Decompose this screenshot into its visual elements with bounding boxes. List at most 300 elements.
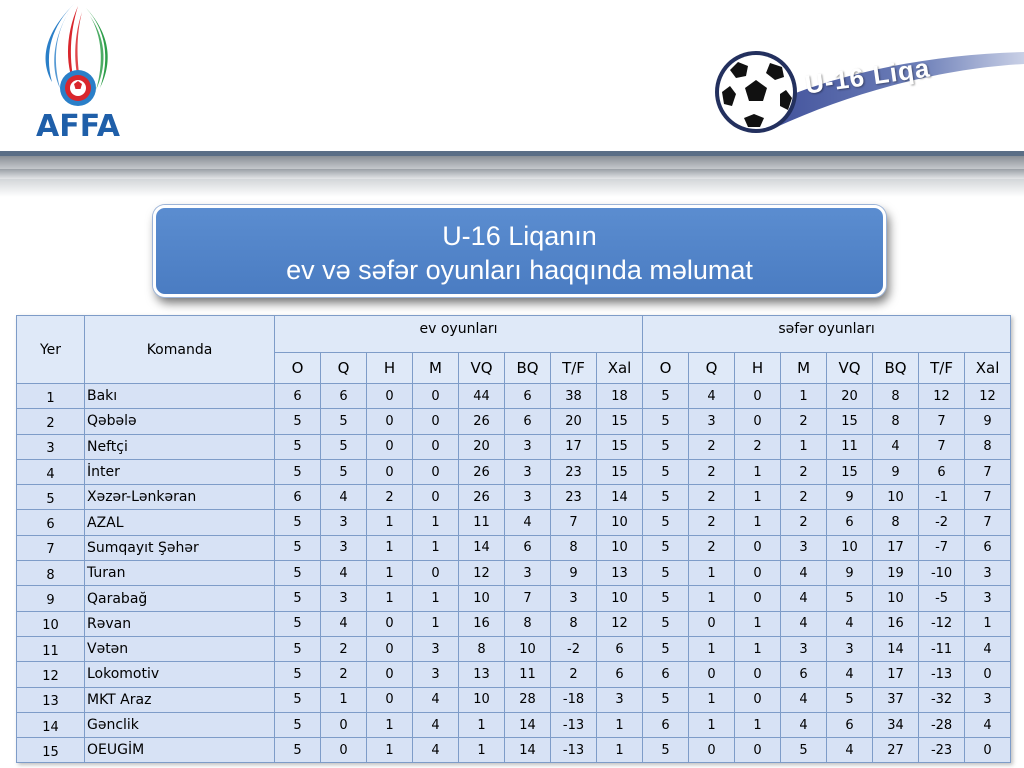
away-stat-cell: 4: [781, 687, 827, 712]
table-row: [17, 561, 1011, 586]
rank-cell: 6: [17, 510, 85, 535]
away-stat-cell: 1: [965, 611, 1011, 636]
home-stat-cell: 6: [275, 384, 321, 409]
rank-cell: 5: [17, 485, 85, 510]
away-stat-cell: 2: [781, 485, 827, 510]
away-stat-cell: 4: [781, 712, 827, 737]
home-stat-cell: 7: [551, 510, 597, 535]
home-stat-cell: 26: [459, 459, 505, 484]
home-stat-cell: 1: [367, 510, 413, 535]
home-stat-cell: 1: [367, 561, 413, 586]
table-row: [17, 636, 1011, 661]
away-stat-cell: 4: [781, 561, 827, 586]
home-stat-cell: 10: [597, 510, 643, 535]
table-row: [17, 712, 1011, 737]
home-stat-cell: 4: [413, 712, 459, 737]
away-stat-cell: -32: [919, 687, 965, 712]
away-stat-cell: 34: [873, 712, 919, 737]
away-stat-cell: 0: [735, 687, 781, 712]
home-stat-cell: 10: [597, 586, 643, 611]
rank-cell: 4: [17, 459, 85, 484]
home-stat-cell: -13: [551, 738, 597, 763]
home-stat-cell: 0: [321, 738, 367, 763]
table-row: [17, 738, 1011, 763]
home-stat-header: Xal: [597, 353, 643, 384]
rank-cell: 15: [17, 738, 85, 763]
rank-cell: 7: [17, 535, 85, 560]
away-stat-cell: 2: [689, 434, 735, 459]
home-stat-cell: 6: [505, 535, 551, 560]
table-row: [17, 611, 1011, 636]
away-stat-cell: 19: [873, 561, 919, 586]
team-cell: Sumqayıt Şəhər: [85, 535, 275, 560]
away-stat-cell: 1: [735, 611, 781, 636]
away-stat-cell: 8: [965, 434, 1011, 459]
home-stat-cell: 0: [321, 712, 367, 737]
home-stat-cell: 8: [551, 535, 597, 560]
table-row: [17, 409, 1011, 434]
home-stat-cell: 4: [321, 561, 367, 586]
home-stat-header: M: [413, 353, 459, 384]
table-row: [17, 384, 1011, 409]
away-stat-cell: 3: [827, 636, 873, 661]
away-stat-cell: 0: [735, 738, 781, 763]
away-stat-cell: 27: [873, 738, 919, 763]
home-stat-cell: 4: [413, 687, 459, 712]
away-stat-cell: 0: [735, 662, 781, 687]
rank-column-header: Yer: [17, 316, 85, 384]
team-cell: Qəbələ: [85, 409, 275, 434]
home-stat-cell: 5: [321, 459, 367, 484]
home-stat-cell: 5: [275, 586, 321, 611]
home-stat-cell: 2: [321, 662, 367, 687]
home-stat-header: O: [275, 353, 321, 384]
away-stat-cell: 4: [781, 586, 827, 611]
header-divider-shade: [0, 169, 1024, 179]
home-stat-cell: 5: [275, 434, 321, 459]
away-stat-cell: 7: [965, 485, 1011, 510]
away-stat-cell: 3: [965, 687, 1011, 712]
home-stat-cell: 26: [459, 409, 505, 434]
away-stat-cell: 5: [643, 409, 689, 434]
away-stat-header: M: [781, 353, 827, 384]
home-stat-cell: -18: [551, 687, 597, 712]
home-stat-cell: 0: [367, 384, 413, 409]
away-stat-cell: 12: [919, 384, 965, 409]
home-stat-cell: 12: [597, 611, 643, 636]
away-stat-cell: 5: [643, 611, 689, 636]
home-stat-cell: 14: [597, 485, 643, 510]
away-stat-cell: 9: [827, 485, 873, 510]
home-stat-cell: 38: [551, 384, 597, 409]
away-stat-cell: 5: [643, 535, 689, 560]
home-stat-cell: 5: [275, 409, 321, 434]
home-stat-cell: 5: [321, 434, 367, 459]
home-stat-cell: 44: [459, 384, 505, 409]
home-stat-cell: 0: [367, 611, 413, 636]
away-stat-cell: 0: [735, 535, 781, 560]
home-stat-cell: 0: [413, 485, 459, 510]
rank-cell: 14: [17, 712, 85, 737]
home-stat-cell: 0: [413, 459, 459, 484]
home-stat-cell: 3: [321, 510, 367, 535]
away-stat-cell: 3: [781, 535, 827, 560]
away-stat-cell: 1: [689, 561, 735, 586]
home-stat-cell: 0: [367, 459, 413, 484]
header-divider-shade: [0, 156, 1024, 169]
home-stat-cell: 4: [321, 485, 367, 510]
away-stat-cell: 5: [643, 687, 689, 712]
away-stat-cell: -10: [919, 561, 965, 586]
away-stat-header: BQ: [873, 353, 919, 384]
header-divider-fade: [0, 179, 1024, 197]
home-stat-cell: 2: [551, 662, 597, 687]
away-stat-cell: 6: [643, 662, 689, 687]
home-stat-cell: 6: [505, 384, 551, 409]
away-stat-cell: 1: [781, 434, 827, 459]
away-stat-cell: 1: [689, 586, 735, 611]
affa-logo-text: AFFA: [36, 109, 120, 144]
away-stat-cell: 3: [965, 586, 1011, 611]
away-stat-cell: 10: [873, 586, 919, 611]
away-stat-cell: 17: [873, 535, 919, 560]
home-stat-cell: 5: [275, 636, 321, 661]
team-cell: İnter: [85, 459, 275, 484]
table-row: [17, 485, 1011, 510]
home-stat-cell: 14: [505, 738, 551, 763]
away-stat-cell: 6: [827, 510, 873, 535]
away-stat-cell: 0: [965, 738, 1011, 763]
away-stat-cell: 6: [965, 535, 1011, 560]
home-stat-cell: 10: [459, 687, 505, 712]
team-cell: Neftçi: [85, 434, 275, 459]
away-stat-cell: 4: [781, 611, 827, 636]
home-stat-cell: 1: [321, 687, 367, 712]
affa-flame-emblem: [30, 2, 126, 110]
away-stat-cell: 4: [689, 384, 735, 409]
home-stat-cell: 5: [275, 662, 321, 687]
away-stat-cell: 0: [735, 561, 781, 586]
away-stat-cell: 17: [873, 662, 919, 687]
away-stat-cell: 2: [781, 510, 827, 535]
away-stat-cell: 15: [827, 409, 873, 434]
home-stat-cell: 1: [367, 586, 413, 611]
home-stat-cell: 0: [413, 434, 459, 459]
away-stat-cell: 7: [919, 434, 965, 459]
home-stat-cell: 3: [413, 636, 459, 661]
home-stat-cell: 1: [413, 535, 459, 560]
home-stat-cell: 1: [459, 738, 505, 763]
table-row: [17, 662, 1011, 687]
home-stat-cell: 23: [551, 485, 597, 510]
home-stat-cell: -2: [551, 636, 597, 661]
away-stat-cell: 5: [827, 687, 873, 712]
home-stat-cell: 20: [459, 434, 505, 459]
home-stat-cell: 6: [321, 384, 367, 409]
standings-table: [16, 315, 1011, 763]
away-stat-cell: 8: [873, 384, 919, 409]
team-cell: Xəzər-Lənkəran: [85, 485, 275, 510]
away-stat-cell: 7: [965, 459, 1011, 484]
rank-cell: 8: [17, 561, 85, 586]
rank-cell: 12: [17, 662, 85, 687]
away-stat-header: O: [643, 353, 689, 384]
away-stat-cell: 6: [919, 459, 965, 484]
home-stat-cell: 5: [321, 409, 367, 434]
home-stat-cell: 9: [551, 561, 597, 586]
team-cell: Gənclik: [85, 712, 275, 737]
away-stat-cell: -23: [919, 738, 965, 763]
table-row: [17, 434, 1011, 459]
away-stat-header: VQ: [827, 353, 873, 384]
home-stat-cell: 14: [459, 535, 505, 560]
away-stat-cell: 9: [873, 459, 919, 484]
home-stat-cell: 23: [551, 459, 597, 484]
home-stat-cell: 1: [413, 611, 459, 636]
table-row: [17, 586, 1011, 611]
team-cell: OEUGİM: [85, 738, 275, 763]
page-title-box: [153, 205, 886, 297]
away-stat-cell: 2: [689, 510, 735, 535]
league-name: U-16 Liqa: [803, 52, 932, 100]
away-stat-cell: 0: [735, 586, 781, 611]
away-stat-cell: 2: [781, 409, 827, 434]
away-games-header: səfər oyunları: [643, 316, 1011, 353]
rank-cell: 13: [17, 687, 85, 712]
home-stat-cell: 8: [551, 611, 597, 636]
away-stat-cell: 8: [873, 409, 919, 434]
home-stat-cell: 12: [459, 561, 505, 586]
away-stat-cell: 9: [965, 409, 1011, 434]
home-stat-cell: 0: [367, 636, 413, 661]
home-stat-cell: 5: [275, 510, 321, 535]
home-stat-cell: 1: [367, 535, 413, 560]
away-stat-cell: 4: [965, 636, 1011, 661]
home-stat-cell: 5: [275, 712, 321, 737]
away-stat-cell: 4: [827, 662, 873, 687]
table-row: [17, 459, 1011, 484]
away-stat-cell: 7: [965, 510, 1011, 535]
away-stat-cell: 16: [873, 611, 919, 636]
home-stat-cell: 0: [413, 409, 459, 434]
away-stat-cell: 5: [643, 561, 689, 586]
away-stat-cell: 5: [643, 510, 689, 535]
away-stat-cell: 9: [827, 561, 873, 586]
away-stat-header: Xal: [965, 353, 1011, 384]
home-stat-cell: 4: [413, 738, 459, 763]
home-stat-cell: 7: [505, 586, 551, 611]
home-stat-cell: 10: [459, 586, 505, 611]
home-stat-header: BQ: [505, 353, 551, 384]
rank-cell: 3: [17, 434, 85, 459]
away-stat-cell: 4: [827, 611, 873, 636]
away-stat-cell: 2: [689, 535, 735, 560]
home-stat-cell: 15: [597, 409, 643, 434]
away-stat-cell: 3: [781, 636, 827, 661]
team-cell: Qarabağ: [85, 586, 275, 611]
home-stat-cell: 0: [367, 687, 413, 712]
home-stat-cell: 4: [321, 611, 367, 636]
away-stat-cell: 15: [827, 459, 873, 484]
home-stat-cell: 5: [275, 459, 321, 484]
home-stat-cell: 20: [551, 409, 597, 434]
home-stat-cell: 5: [275, 535, 321, 560]
away-stat-header: H: [735, 353, 781, 384]
table-row: [17, 687, 1011, 712]
away-stat-cell: 1: [735, 712, 781, 737]
table-header: [17, 316, 1011, 384]
away-stat-cell: 1: [735, 459, 781, 484]
team-cell: Rəvan: [85, 611, 275, 636]
away-stat-cell: 1: [735, 485, 781, 510]
home-stat-cell: 5: [275, 687, 321, 712]
away-stat-cell: 5: [643, 434, 689, 459]
team-cell: MKT Araz: [85, 687, 275, 712]
home-stat-cell: 8: [505, 611, 551, 636]
home-stat-cell: 13: [597, 561, 643, 586]
home-stat-cell: 16: [459, 611, 505, 636]
home-stat-cell: 17: [551, 434, 597, 459]
team-cell: Turan: [85, 561, 275, 586]
away-stat-cell: 37: [873, 687, 919, 712]
home-stat-cell: 2: [321, 636, 367, 661]
home-stat-cell: 1: [597, 712, 643, 737]
team-cell: Bakı: [85, 384, 275, 409]
away-stat-cell: -28: [919, 712, 965, 737]
away-stat-cell: 2: [689, 459, 735, 484]
table-row: [17, 535, 1011, 560]
home-stat-cell: 3: [551, 586, 597, 611]
team-cell: Lokomotiv: [85, 662, 275, 687]
home-games-header: ev oyunları: [275, 316, 643, 353]
table-body: [17, 384, 1011, 763]
home-stat-cell: 0: [413, 384, 459, 409]
away-stat-cell: 6: [827, 712, 873, 737]
home-stat-cell: 5: [275, 738, 321, 763]
home-stat-cell: 1: [367, 712, 413, 737]
home-stat-cell: 3: [505, 459, 551, 484]
home-stat-cell: 0: [367, 434, 413, 459]
away-stat-cell: 5: [643, 384, 689, 409]
away-stat-cell: 14: [873, 636, 919, 661]
away-stat-cell: 10: [873, 485, 919, 510]
away-stat-cell: 0: [689, 662, 735, 687]
away-stat-cell: 0: [689, 611, 735, 636]
home-stat-cell: 14: [505, 712, 551, 737]
home-stat-cell: 1: [413, 586, 459, 611]
away-stat-cell: 8: [873, 510, 919, 535]
home-stat-cell: 6: [597, 662, 643, 687]
away-stat-cell: 0: [689, 738, 735, 763]
team-cell: Vətən: [85, 636, 275, 661]
home-stat-cell: 4: [505, 510, 551, 535]
rank-cell: 2: [17, 409, 85, 434]
home-stat-cell: 28: [505, 687, 551, 712]
football-icon: [715, 51, 797, 133]
table-row: [17, 510, 1011, 535]
home-stat-header: VQ: [459, 353, 505, 384]
away-stat-cell: 5: [827, 586, 873, 611]
team-cell: AZAL: [85, 510, 275, 535]
page-subtitle: ev və səfər oyunları haqqında məlumat: [286, 255, 753, 285]
away-stat-cell: 12: [965, 384, 1011, 409]
home-stat-cell: 3: [597, 687, 643, 712]
affa-logo: [30, 2, 126, 146]
home-stat-header: H: [367, 353, 413, 384]
away-stat-cell: 1: [689, 687, 735, 712]
home-stat-cell: 3: [505, 561, 551, 586]
away-stat-cell: 10: [827, 535, 873, 560]
home-stat-cell: 15: [597, 434, 643, 459]
away-stat-cell: 4: [873, 434, 919, 459]
home-stat-cell: 5: [275, 561, 321, 586]
home-stat-cell: 3: [321, 535, 367, 560]
home-stat-cell: 0: [367, 662, 413, 687]
away-stat-cell: 1: [735, 510, 781, 535]
away-stat-header: T/F: [919, 353, 965, 384]
away-stat-cell: 1: [689, 712, 735, 737]
away-stat-cell: 2: [689, 485, 735, 510]
home-stat-cell: 6: [505, 409, 551, 434]
away-stat-cell: 0: [735, 409, 781, 434]
away-stat-cell: 11: [827, 434, 873, 459]
away-stat-cell: -12: [919, 611, 965, 636]
away-stat-cell: 3: [965, 561, 1011, 586]
page-title: U-16 Liqanın: [442, 221, 597, 251]
away-stat-cell: 4: [965, 712, 1011, 737]
away-stat-header: Q: [689, 353, 735, 384]
away-stat-cell: 6: [781, 662, 827, 687]
home-stat-cell: 11: [459, 510, 505, 535]
away-stat-cell: 5: [643, 738, 689, 763]
away-stat-cell: -5: [919, 586, 965, 611]
home-stat-cell: 5: [275, 611, 321, 636]
away-stat-cell: -11: [919, 636, 965, 661]
away-stat-cell: -1: [919, 485, 965, 510]
home-stat-cell: 0: [413, 561, 459, 586]
home-stat-cell: 10: [597, 535, 643, 560]
away-stat-cell: -13: [919, 662, 965, 687]
away-stat-cell: 4: [827, 738, 873, 763]
home-stat-cell: 13: [459, 662, 505, 687]
team-column-header: Komanda: [85, 316, 275, 384]
away-stat-cell: 5: [643, 485, 689, 510]
away-stat-cell: 1: [735, 636, 781, 661]
home-stat-cell: 10: [505, 636, 551, 661]
home-stat-cell: 3: [321, 586, 367, 611]
away-stat-cell: 3: [689, 409, 735, 434]
home-stat-cell: 3: [505, 485, 551, 510]
away-stat-cell: 20: [827, 384, 873, 409]
away-stat-cell: 0: [735, 384, 781, 409]
rank-cell: 9: [17, 586, 85, 611]
home-stat-cell: 6: [597, 636, 643, 661]
home-stat-header: Q: [321, 353, 367, 384]
away-stat-cell: 5: [643, 459, 689, 484]
rank-cell: 1: [17, 384, 85, 409]
away-stat-cell: 7: [919, 409, 965, 434]
home-stat-cell: 15: [597, 459, 643, 484]
home-stat-cell: 1: [597, 738, 643, 763]
home-stat-cell: 6: [275, 485, 321, 510]
home-stat-cell: 26: [459, 485, 505, 510]
home-stat-cell: 18: [597, 384, 643, 409]
home-stat-cell: 2: [367, 485, 413, 510]
away-stat-cell: 5: [643, 636, 689, 661]
away-stat-cell: 2: [781, 459, 827, 484]
home-stat-cell: 0: [367, 409, 413, 434]
away-stat-cell: 0: [965, 662, 1011, 687]
